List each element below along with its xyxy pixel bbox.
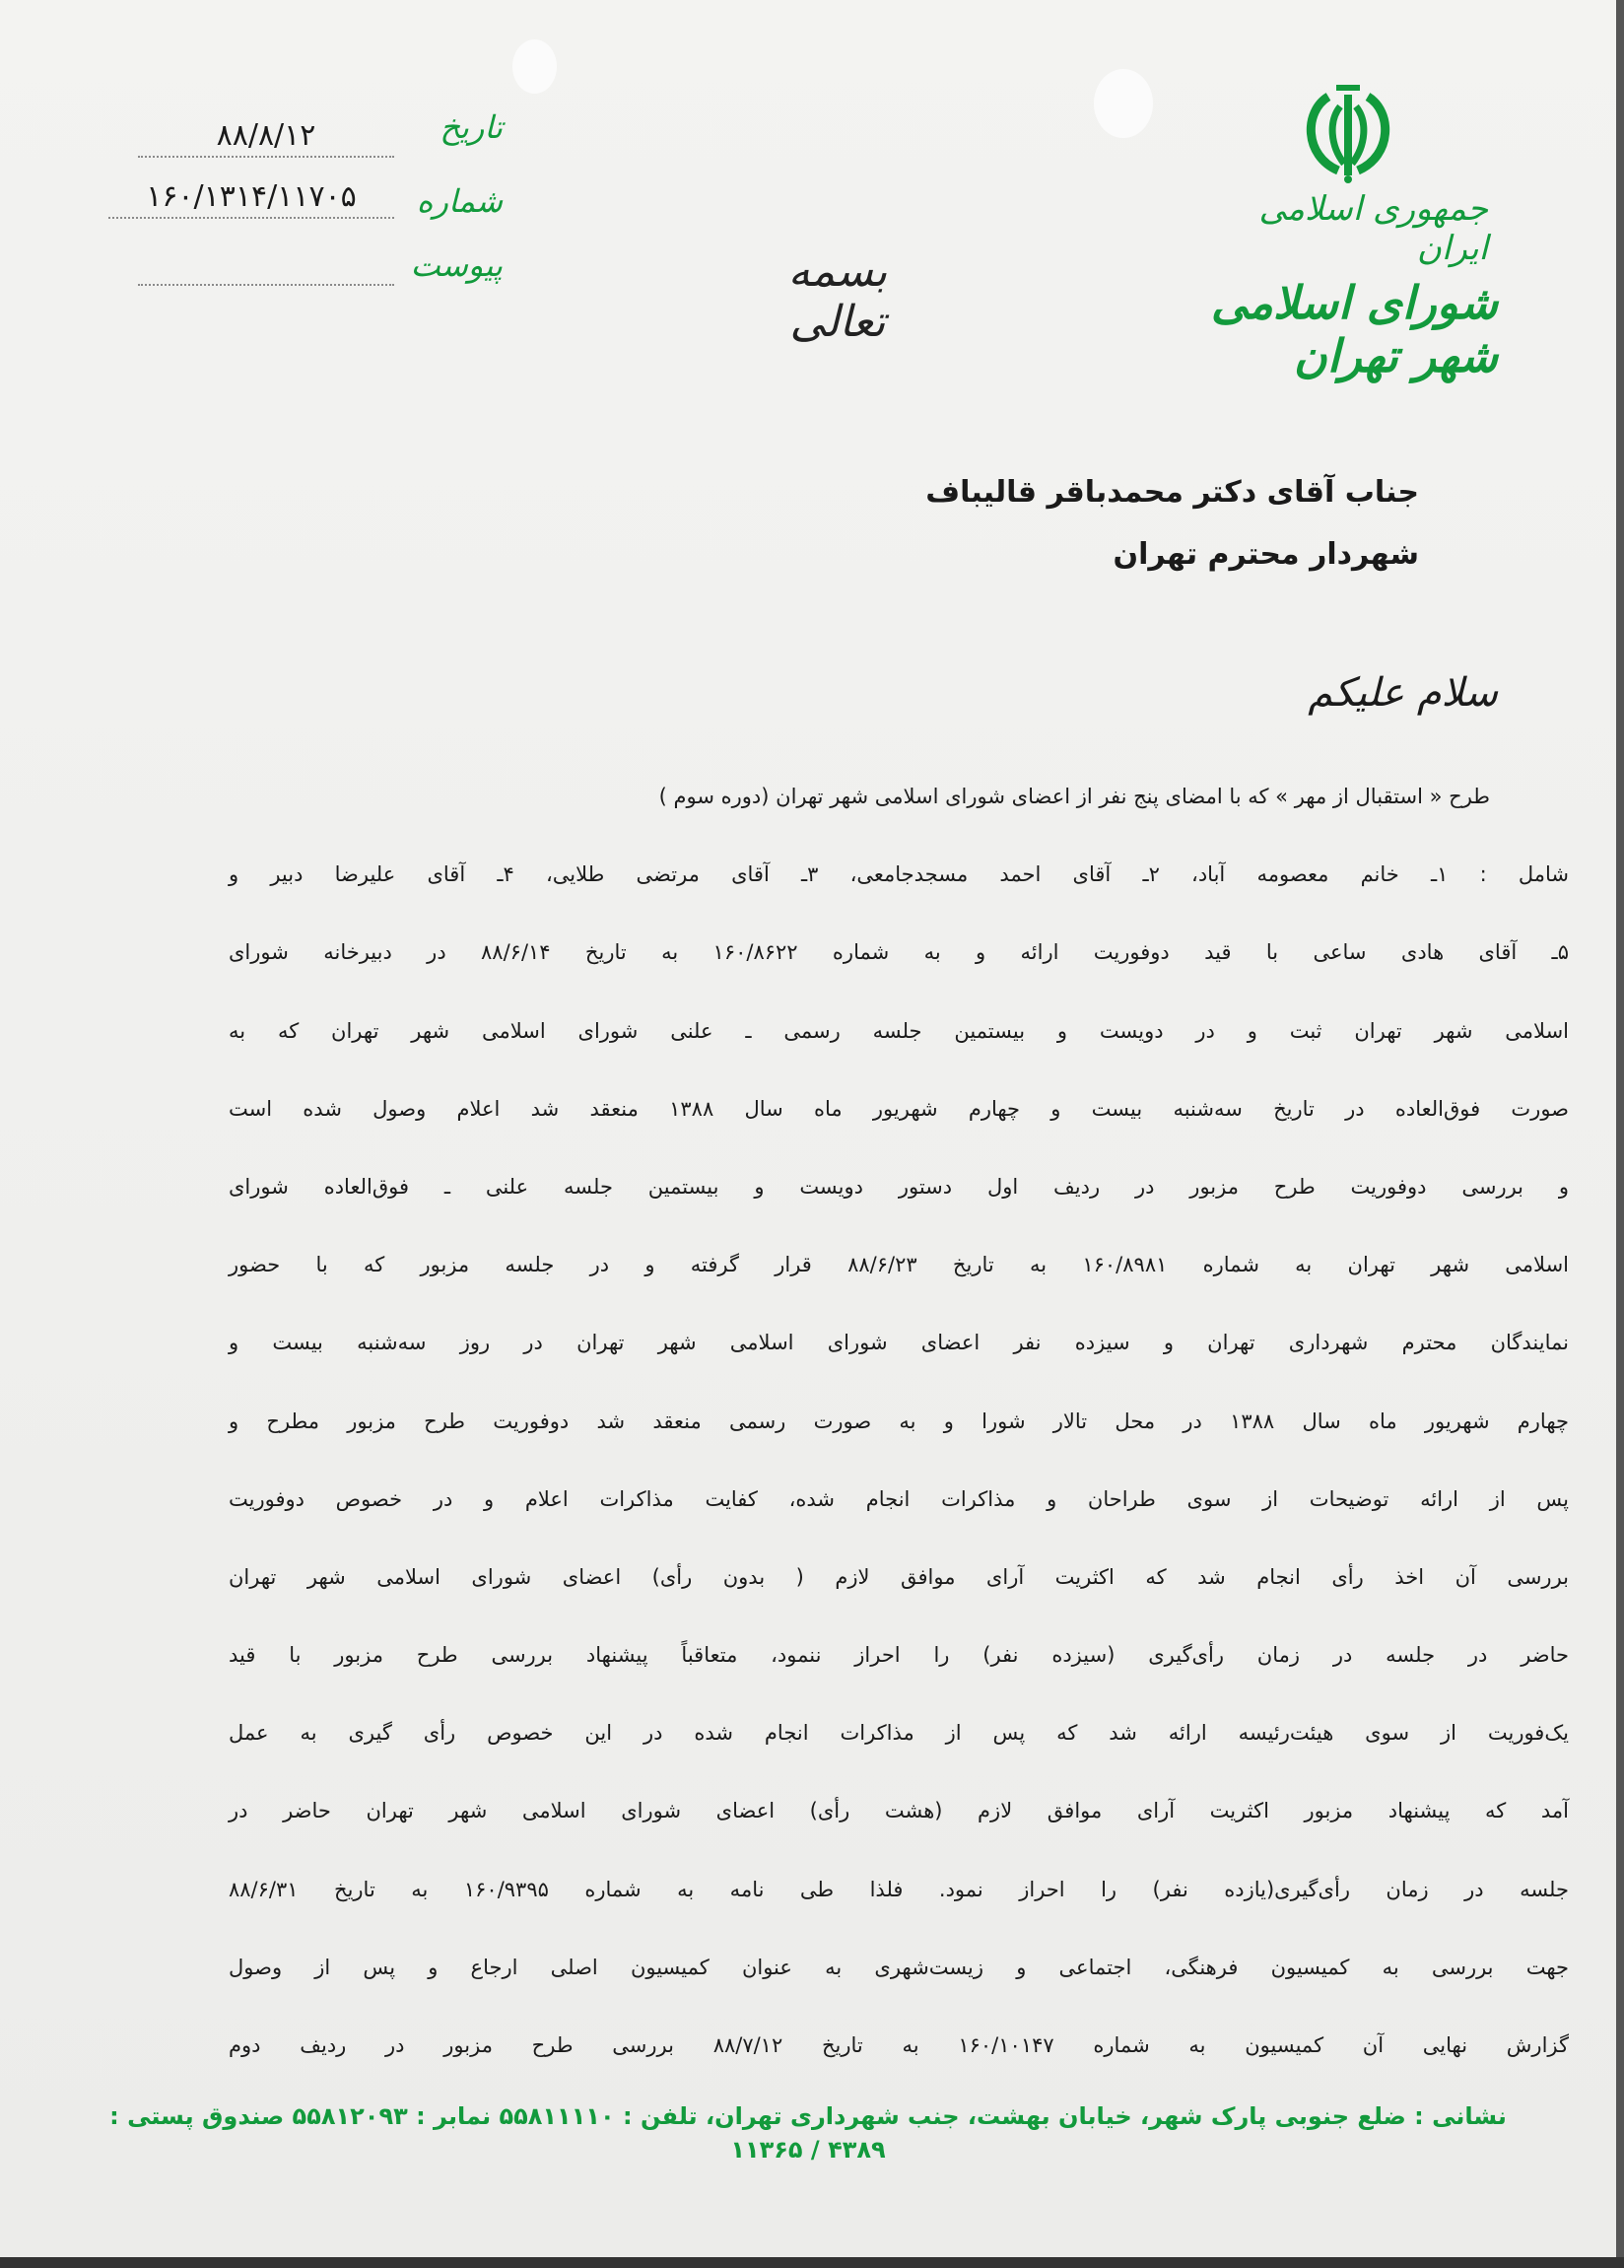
council-name: شورای اسلامی شهر تهران	[1210, 276, 1498, 382]
body-line: اسلامی شهر تهران ثبت و در دویست و بیستمین جلسه رسمی ـ علنی شورای اسلامی شهر تهران که به	[229, 1018, 1569, 1043]
body-line: صورت فوق‌العاده در تاریخ سه‌شنبه بیست و چهارم شهریور ماه سال ۱۳۸۸ منعقد شد اعلام وصول شده است	[229, 1096, 1569, 1121]
date-value: ۸۸/۸/۱۲	[138, 116, 394, 158]
scan-speck	[512, 39, 557, 94]
addressee-title: شهردار محترم تهران	[1113, 537, 1419, 572]
number-value: ۱۶۰/۱۳۱۴/۱۱۷۰۵	[108, 177, 394, 219]
body-line: گزارش نهایی آن کمیسیون به شماره ۱۶۰/۱۰۱۴۷ به تاریخ ۸۸/۷/۱۲ بررسی طرح مزبور در ردیف دوم	[229, 2033, 1569, 2057]
body-line: جهت بررسی به کمیسیون فرهنگی، اجتماعی و زیست‌شهری به عنوان کمیسیون اصلی ارجاع و پس از وصول	[229, 1955, 1569, 1979]
letter-body	[229, 769, 1569, 2096]
country-name: جمهوری اسلامی ایران	[1258, 189, 1488, 268]
addressee-name: جناب آقای دکتر محمدباقر قالیباف	[925, 475, 1419, 510]
body-line: جلسه در زمان رأی‌گیری(یازده نفر) را احراز نمود. فلذا طی نامه به شماره ۱۶۰/۹۳۹۵ به تاریخ ۸۸/۶/۳۱	[229, 1877, 1569, 1901]
body-line: نمایندگان محترم شهرداری تهران و سیزده نفر اعضای شورای اسلامی شهر تهران در روز سه‌شنبه بیست و	[229, 1331, 1569, 1355]
body-line: اسلامی شهر تهران به شماره ۱۶۰/۸۹۸۱ به تاریخ ۸۸/۶/۲۳ قرار گرفته و در جلسه مزبور که با حضور	[229, 1253, 1570, 1277]
number-label: شماره	[416, 182, 503, 220]
scan-edge	[0, 2257, 1624, 2268]
attachment-label: پیوست	[410, 246, 503, 284]
body-line: طرح « استقبال از مهر » که با امضای پنج نفر از اعضای شورای اسلامی شهر تهران (دوره سوم )	[658, 785, 1490, 808]
body-line: و بررسی دوفوریت طرح مزبور در ردیف اول دستور دویست و بیستمین جلسه علنی ـ فوق‌العاده شورای	[229, 1174, 1569, 1199]
body-line: پس از ارائه توضیحات از سوی طراحان و مذاکرات انجام شده، کفایت مذاکرات اعلام و در خصوص دوفوریت	[229, 1486, 1569, 1511]
scan-edge	[1616, 0, 1624, 2268]
body-line: بررسی آن اخذ رأی انجام شد که اکثریت آرای موافق لازم ( بدون رأی) اعضای شورای اسلامی شهر تهران	[229, 1564, 1569, 1589]
body-line: چهارم شهریور ماه سال ۱۳۸۸ در محل تالار شورا و به صورت رسمی منعقد شد دوفوریت طرح مزبور مطرح و	[229, 1409, 1569, 1433]
body-line: یک‌فوریت از سوی هیئت‌رئیسه ارائه شد که پس از مذاکرات انجام شده در این خصوص رأی گیری به عمل	[229, 1721, 1569, 1746]
iran-emblem-icon	[1299, 77, 1397, 185]
body-line: حاضر در جلسه در زمان رأی‌گیری (سیزده نفر) را احراز ننمود، متعاقباً پیشنهاد بررسی طرح مزبور با قید	[229, 1643, 1569, 1668]
body-line: ۵ـ آقای هادی ساعی با قید دوفوریت ارائه و به شماره ۱۶۰/۸۶۲۲ به تاریخ ۸۸/۶/۱۴ در دبیرخانه شورای	[229, 940, 1569, 965]
attachment-value	[138, 244, 394, 286]
date-label: تاریخ	[440, 108, 503, 146]
greeting: سلام علیکم	[1308, 670, 1498, 716]
footer-address: نشانی : ضلع جنوبی پارک شهر، خیابان بهشت، جنب شهرداری تهران، تلفن : ۵۵۸۱۱۱۱۰ نمابر : ۵۵۸۱۲۰۹۳ صندوق پستی : ۴۳۸۹ / ۱۱۳۶۵	[109, 2102, 1507, 2164]
body-line: آمد که پیشنهاد مزبور اکثریت آرای موافق لازم (هشت رأی) اعضای شورای اسلامی شهر تهران حاضر در	[229, 1799, 1569, 1823]
body-line: شامل : ۱ـ خانم معصومه آباد، ۲ـ آقای احمد مسجدجامعی، ۳ـ آقای مرتضی طلایی، ۴ـ آقای علیرضا دبیر و	[229, 862, 1569, 887]
basmala: بسمه تعالی	[787, 246, 888, 347]
scan-speck	[1094, 69, 1153, 138]
